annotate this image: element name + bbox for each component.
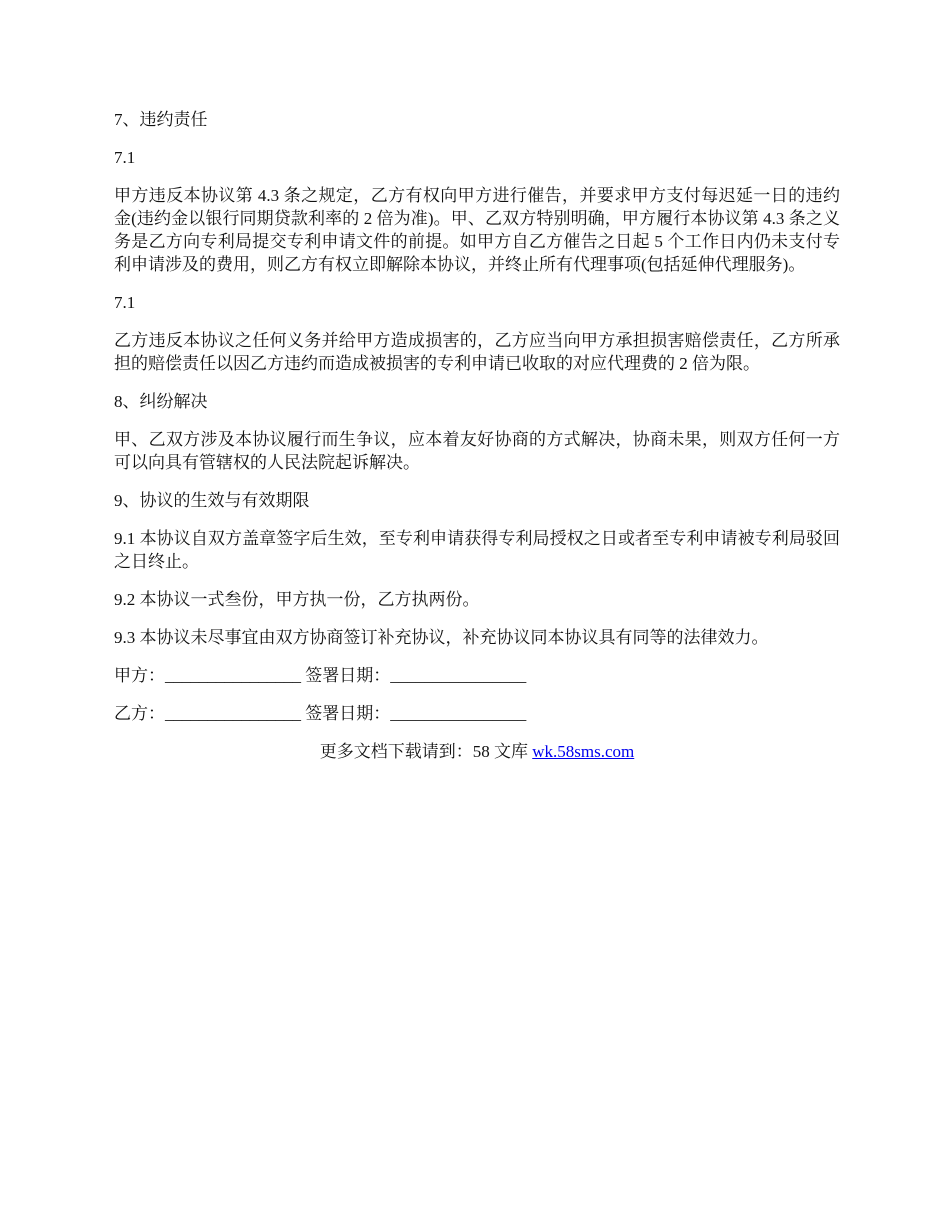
footer — [114, 740, 840, 763]
clause-number: 7.1 — [114, 148, 136, 167]
clause-paragraph: 9.1 本协议自双方盖章签字后生效，至专利申请获得专利局授权之日或者至专利申请被专利局驳回之日终止。 — [114, 529, 840, 571]
section-heading-effect: 9、协议的生效与有效期限 — [114, 491, 310, 510]
section-heading-dispute: 8、纠纷解决 — [114, 392, 208, 411]
clause-paragraph: 9.2 本协议一式叁份，甲方执一份，乙方执两份。 — [114, 590, 480, 609]
clause-paragraph: 甲、乙双方涉及本协议履行而生争议，应本着友好协商的方式解决，协商未果，则双方任何一方可以向具有管辖权的人民法院起诉解决。 — [114, 430, 840, 472]
section-heading-breach: 7、违约责任 — [114, 110, 208, 129]
clause-number: 7.1 — [114, 293, 136, 312]
footer-text: 更多文档下载请到：58 文库 — [319, 742, 533, 761]
clause-paragraph: 乙方违反本协议之任何义务并给甲方造成损害的，乙方应当向甲方承担损害赔偿责任，乙方所承担的赔偿责任以因乙方违约而造成被损害的专利申请已收取的对应代理费的 2 倍为限。 — [114, 331, 840, 373]
document-page — [114, 108, 840, 763]
clause-paragraph: 9.3 本协议未尽事宜由双方协商签订补充协议，补充协议同本协议具有同等的法律效力。 — [114, 628, 769, 647]
signature-line-party-a: 甲方：________________ 签署日期：________________ — [114, 666, 527, 685]
footer-link[interactable]: wk.58sms.com — [532, 742, 635, 761]
signature-line-party-b: 乙方：________________ 签署日期：________________ — [114, 704, 527, 723]
clause-paragraph: 甲方违反本协议第 4.3 条之规定，乙方有权向甲方进行催告，并要求甲方支付每迟延一日的违约金(违约金以银行同期贷款利率的 2 倍为准)。甲、乙双方特别明确，甲方履行本协议第 4.3 条之义务是乙方向专利局提交专利申请文件的前提。如甲方自乙方催告之日起 5 个工作日内仍未支付专利申请涉及的费用，则乙方有权立即解除本协议，并终止所有代理事项(包括延伸代理服务)。 — [114, 186, 840, 274]
